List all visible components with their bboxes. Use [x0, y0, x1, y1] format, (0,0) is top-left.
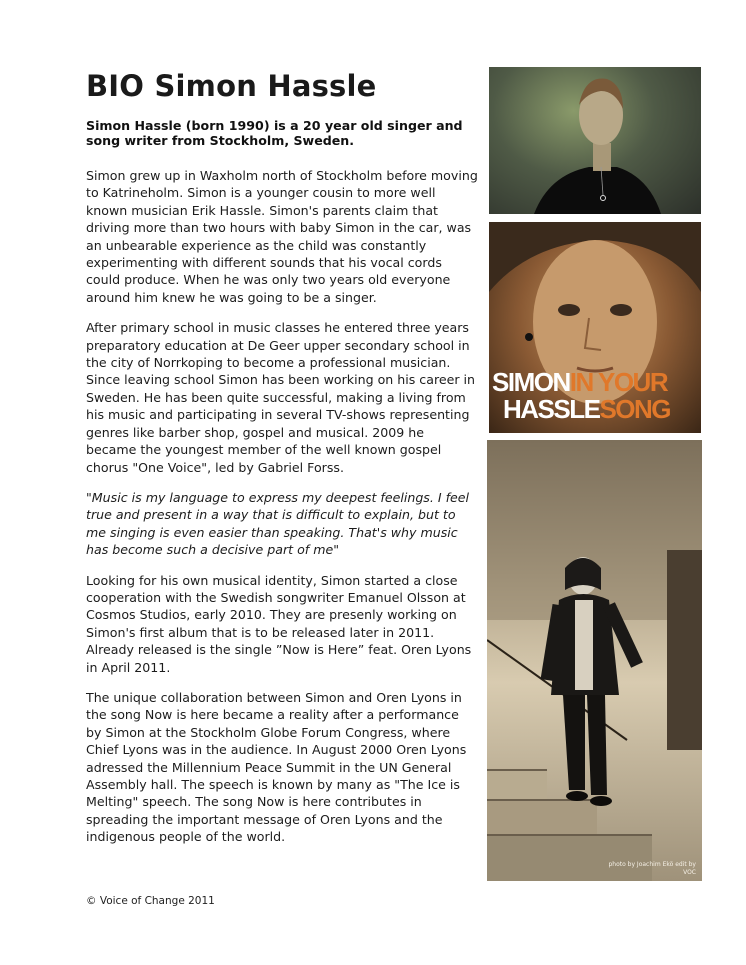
photo-credit: photo by Joachim Ekö edit by VOC: [608, 861, 696, 876]
walking-illustration: [487, 440, 702, 881]
paragraph-childhood: Simon grew up in Waxholm north of Stockholm before moving to Katrineholm. Simon is a younger cousin to more well known musician Erik Hassle. Simon's parents claim that driving more than two hours with baby Simon in the car, was an unbearable experience as the child was constantly experimenting with different sounds that his vocal cords could produce. When he was only two years old everyone around him knew he was going to be a singer.: [86, 168, 478, 305]
cover-song-first: IN YOUR: [569, 367, 668, 397]
paragraph-collaboration: The unique collaboration between Simon and Oren Lyons in the song Now is here became a reality after a performance by Simon at the Stockholm Globe Forum Congress, where Chief Lyons was in the audience. In August 2000 Oren Lyons adressed the Millennium Peace Summit in the UN General Assembly hall. The speech is known by many as "The Ice is Melting" speech. The song Now is here contributes in spreading the important message of Oren Lyons and the indigenous people of the world.: [86, 689, 467, 845]
page-title: BIO Simon Hassle: [86, 69, 377, 103]
lead-paragraph: Simon Hassle (born 1990) is a 20 year old singer and song writer from Stockholm, Sweden.: [86, 118, 463, 148]
paragraph-education: After primary school in music classes he entered three years preparatory education at De Geer upper secondary school in the city of Norrkoping to become a professional musician. Since leaving school Simon has been working on his career in Sweden. He has been quite successful, making a living from his music and participating in several TV-shows representing genres like barber shop, gospel and musical. 2009 he became the youngest member of the well known gospel chorus "One Voice", led by Gabriel Forss.: [86, 320, 476, 475]
portrait-photo-top: [489, 67, 701, 214]
cover-song-last: SONG: [599, 394, 671, 424]
cover-artist-first: SIMON: [492, 367, 570, 397]
paragraph-musical-identity: Looking for his own musical identity, Simon started a close cooperation with the Swedish songwriter Emanuel Olsson at Cosmos Studios, early 2010. They are presenly working on Simon's first album that is to be released later in 2011. Already released is the single ”Now is Here” feat. Oren Lyons in April 2011.: [86, 572, 472, 675]
cover-artist-last: HASSLE: [503, 394, 600, 424]
bio-column: [86, 66, 478, 859]
copyright-footer: © Voice of Change 2011: [86, 895, 215, 907]
album-cover: [489, 222, 701, 433]
portrait-illustration: [489, 67, 701, 214]
walking-photo: [487, 440, 702, 881]
quote-paragraph: "Music is my language to express my deepest feelings. I feel true and present in a way that is difficult to explain, but to me singing is even easier than speaking. That's why music has become such a decisive part of me": [86, 489, 470, 558]
cover-title-line2: [503, 396, 670, 422]
cover-title-line1: [492, 369, 667, 395]
